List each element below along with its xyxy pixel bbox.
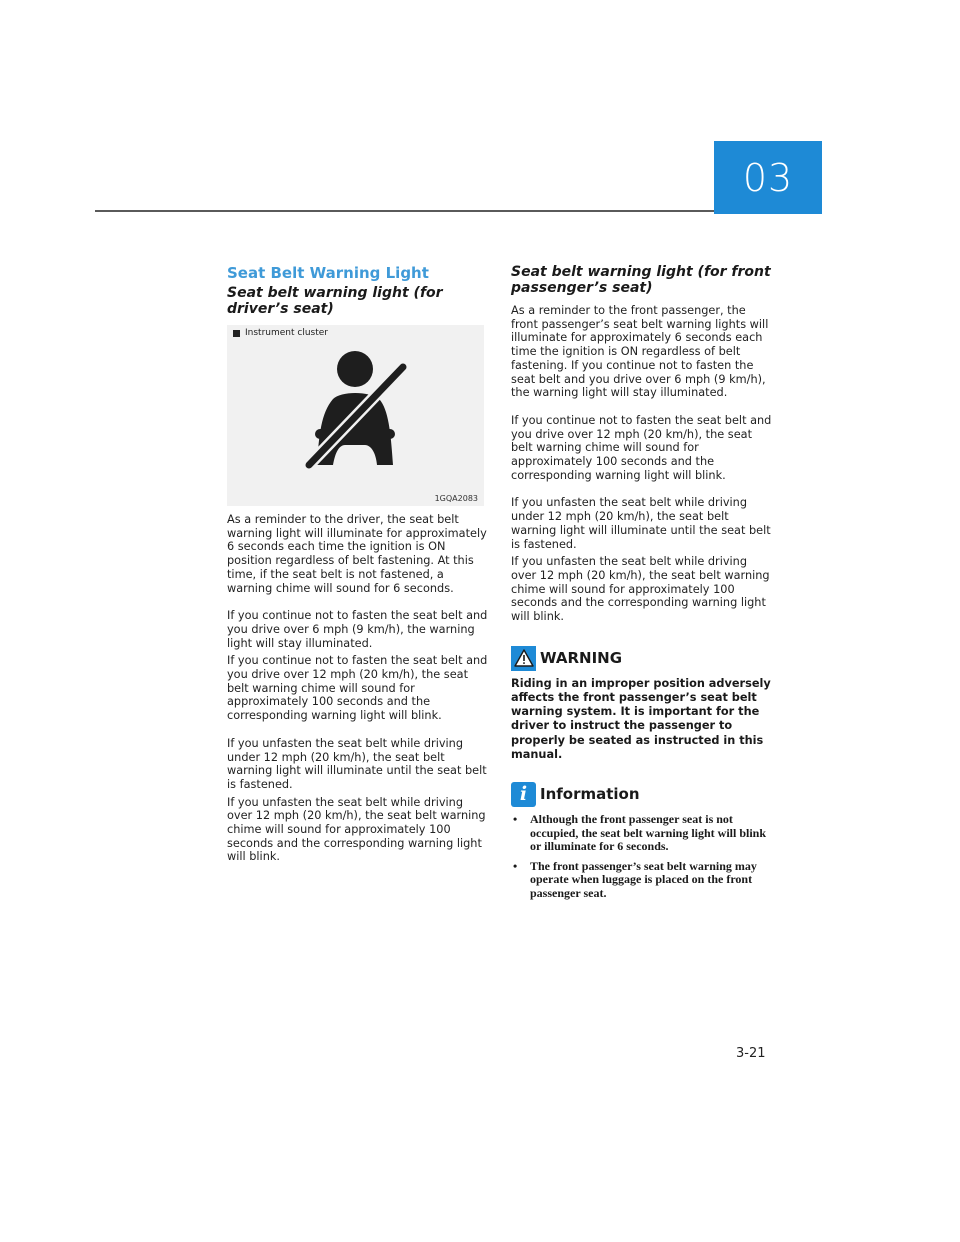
paragraph: If you unfasten the seat belt while driving under 12 mph (20 km/h), the seat belt warning light will illuminate until the seat belt is fastened. [511,496,771,551]
paragraph: If you unfasten the seat belt while driving over 12 mph (20 km/h), the seat belt warning chime will sound for approximately 100 seconds and the corresponding warning light will blink. [511,555,770,624]
warning-text: Riding in an improper position adversely affects the front passenger’s seat belt warning system. It is important for the driver to instruct the passenger to properly be seated as instructed in this manual. [511,676,771,761]
left-column [227,262,489,864]
instrument-cluster-figure [227,325,484,506]
passenger-seat-subtitle: Seat belt warning light (for front passenger’s seat) [511,264,771,296]
figure-caption [233,328,328,338]
page-number: 3-21 [736,1046,766,1061]
paragraph: As a reminder to the front passenger, the front passenger’s seat belt warning lights will illuminate for approximately 6 seconds each time the ignition is ON regardless of belt fastening. If you continue not to fasten the seat belt and you drive over 6 mph (9 km/h), the warning light will stay illuminated. [511,304,769,400]
paragraph: As a reminder to the driver, the seat belt warning light will illuminate for approximately 6 seconds each time the ignition is ON position regardless of belt fastening. At this time, if the seat belt is not fastened, a warning chime will sound for 6 seconds. [227,513,487,595]
warning-label: WARNING [540,649,623,668]
paragraph: If you continue not to fasten the seat belt and you drive over 12 mph (20 km/h), the seat belt warning chime will sound for approximately 100 seconds and the corresponding warning light will blink. [511,413,772,482]
information-item: • Although the front passenger seat is not occupied, the seat belt warning light will blink or illuminate for 6 seconds. [511,813,773,854]
caption-bullet-icon [233,330,240,337]
figure-code: 1GQA2083 [434,494,478,503]
paragraph: If you unfasten the seat belt while driving over 12 mph (20 km/h), the seat belt warning chime will sound for approximately 100 seconds and the corresponding warning light will blink. [227,795,486,864]
paragraph: If you continue not to fasten the seat belt and you drive over 6 mph (9 km/h), the warning light will stay illuminated. [227,609,488,650]
chapter-tab: 03 [714,141,822,214]
info-icon: i [511,782,536,807]
information-label: Information [540,785,640,804]
right-column [511,262,773,907]
information-item: • The front passenger’s seat belt warning may operate when luggage is placed on the front passenger seat. [511,860,773,901]
seat-belt-warning-icon [299,347,411,477]
information-header [511,782,773,807]
paragraph: If you unfasten the seat belt while driving under 12 mph (20 km/h), the seat belt warning light will illuminate until the seat belt is fastened. [227,736,487,791]
section-title: Seat Belt Warning Light [227,264,429,282]
warning-triangle-icon [511,646,536,671]
warning-header [511,646,773,671]
information-list [511,813,773,901]
driver-seat-subtitle: Seat belt warning light (for driver’s seat) [227,285,443,317]
paragraph: If you continue not to fasten the seat belt and you drive over 12 mph (20 km/h), the seat belt warning chime will sound for approximately 100 seconds and the corresponding warning light will blink. [227,654,488,723]
header-rule [95,210,715,212]
figure-caption-text: Instrument cluster [245,328,328,338]
